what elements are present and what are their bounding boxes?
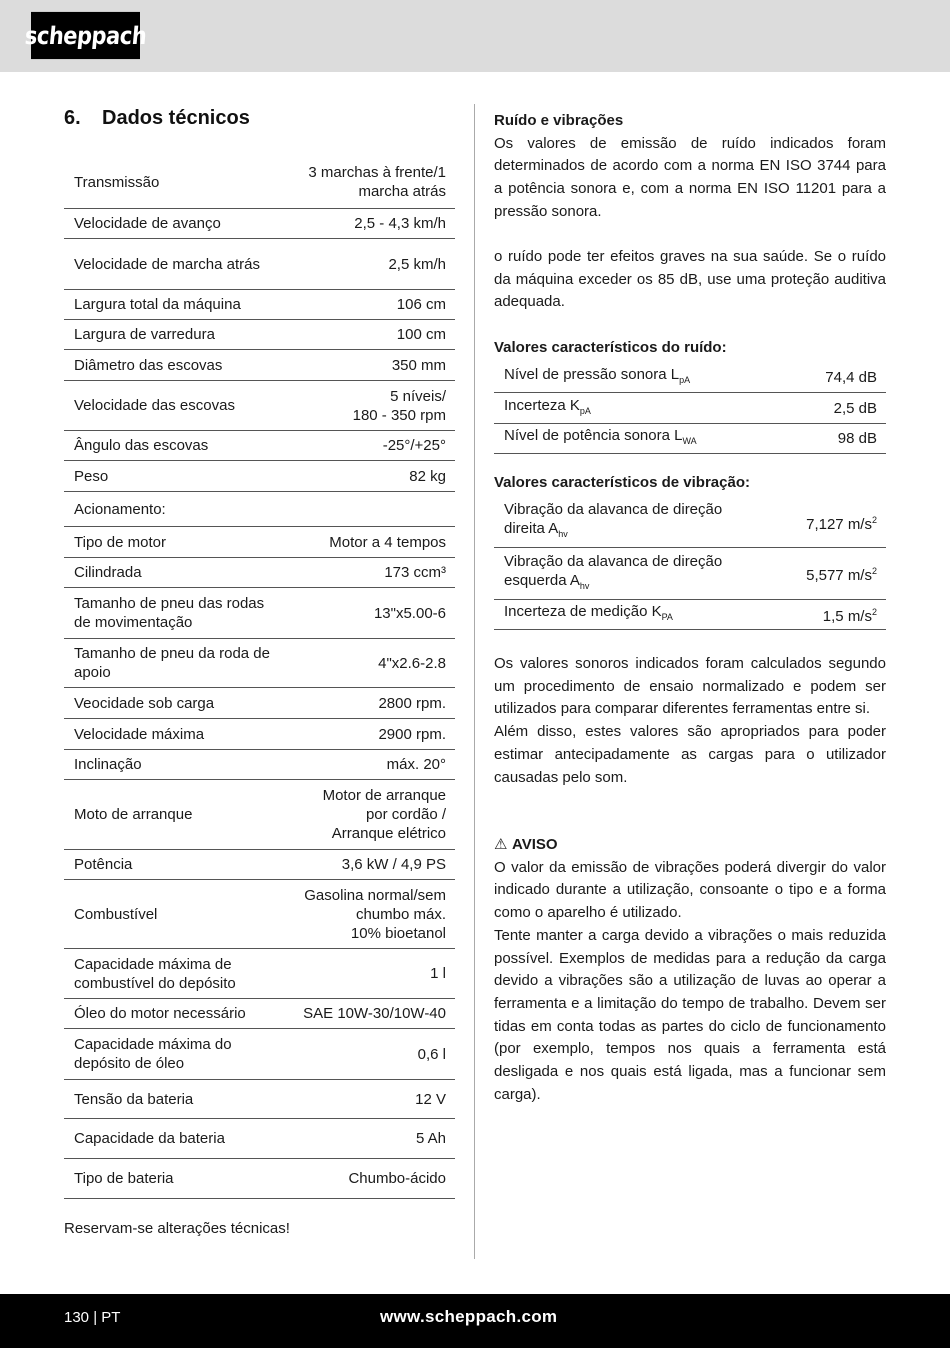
column-divider (474, 104, 475, 1259)
noise-heading: Ruído e vibrações (494, 112, 624, 129)
spec-row (64, 320, 455, 350)
value-amount: 74,4 dB (825, 368, 877, 386)
noise-paragraph-4: Além disso, estes valores são apropriados para poder estimar antecipadamente as cargas para o utilizador causadas pelo som. (494, 723, 886, 786)
spec-row (64, 492, 455, 527)
spec-row (64, 381, 455, 431)
section-title: Dados técnicos (102, 107, 250, 129)
section-heading (64, 107, 250, 130)
spec-row (64, 999, 455, 1029)
spec-label: Tamanho de pneu da roda de apoio (74, 645, 270, 681)
spec-label: Combustível (74, 905, 158, 923)
spec-row (64, 639, 455, 688)
spec-value: 5 Ah (415, 1130, 446, 1147)
value-label: Nível de pressão sonora $L_{pA}$ (504, 365, 691, 385)
spec-row (64, 239, 455, 290)
section-number: 6. (64, 107, 81, 129)
value-row (494, 393, 886, 424)
page-number: 130 | PT (64, 1309, 121, 1326)
spec-row (64, 719, 455, 750)
noise-paragraph-2: o ruído pode ter efeitos graves na sua saúde. Se o ruído da máquina exceder os 85 dB, use uma proteção auditiva adequada. (494, 248, 886, 311)
spec-label: Tamanho de pneu das rodas de movimentação (74, 595, 265, 631)
spec-row (64, 949, 455, 999)
spec-table (64, 156, 455, 1199)
spec-label: Tensão da bateria (74, 1090, 194, 1108)
spec-row (64, 850, 455, 880)
value-label: Incerteza $K_{pA}$ (504, 396, 591, 416)
spec-value: SAE 10W-30/10W-40 (303, 1005, 446, 1022)
scheppach-logo: scheppach (31, 12, 140, 59)
noise-paragraph-1: Os valores de emissão de ruído indicados foram determinados de acordo com a norma EN ISO 3744 para a potência sonora e, com a norma EN ISO 11201 para a pressão sonora. (494, 134, 886, 220)
spec-row (64, 527, 455, 558)
spec-value: 2,5 - 4,3 km/h (354, 215, 446, 232)
spec-value: Chumbo-ácido (348, 1170, 446, 1187)
spec-value: 3 marchas à frente/1 marcha atrás (308, 164, 446, 200)
value-row (494, 497, 886, 548)
spec-label: Cilindrada (74, 564, 142, 581)
value-amount: 5,577 $m/s^2$ (806, 566, 877, 584)
spec-label: Transmissão (74, 173, 160, 191)
value-amount: 1,5 $m/s^2$ (822, 607, 877, 625)
value-label: Incerteza de medição $K_{PA}$ (504, 603, 673, 622)
noise-values-table (494, 362, 886, 454)
vibration-values-heading: Valores característicos de vibração: (494, 474, 750, 491)
spec-row (64, 1159, 455, 1199)
spec-row (64, 1119, 455, 1159)
website-link[interactable]: www.scheppach.com (380, 1307, 558, 1326)
spec-value: 350 mm (391, 356, 446, 374)
sound-values-text (494, 653, 886, 789)
spec-label: Diâmetro das escovas (74, 356, 223, 374)
spec-label: Capacidade máxima do depósito de óleo (74, 1036, 232, 1072)
spec-row (64, 588, 455, 639)
spec-label: Inclinação (74, 756, 142, 773)
spec-label: Acionamento: (74, 500, 166, 518)
spec-value: 2,5 km/h (388, 255, 446, 273)
spec-row (64, 558, 455, 588)
spec-label: Óleo do motor necessário (74, 1005, 246, 1022)
footer-bar (0, 1294, 950, 1348)
spec-value: 1 l (430, 965, 446, 982)
spec-value: 4"x2.6-2.8 (378, 654, 446, 672)
spec-label: Peso (74, 467, 109, 485)
spec-row (64, 209, 455, 239)
value-amount: 98 dB (837, 430, 877, 447)
spec-row (64, 1029, 455, 1080)
header-bar (0, 0, 950, 72)
noise-paragraph-5: O valor da emissão de vibrações poderá divergir do valor indicado durante a utilização, consoante o tipo e a forma como o aparelho é utilizado. (494, 858, 886, 922)
spec-label: Tipo de bateria (74, 1170, 174, 1187)
spec-label: Veocidade sob carga (74, 694, 215, 712)
value-row (494, 424, 886, 454)
spec-row (64, 431, 455, 461)
spec-label: Velocidade das escovas (74, 397, 235, 414)
value-label: Vibração da alavanca de direção esquerda $A_{hv}$ (504, 552, 723, 591)
spec-label: Potência (74, 856, 133, 873)
spec-row (64, 156, 455, 209)
noise-values-heading: Valores característicos do ruído: (494, 339, 727, 356)
spec-value: 106 cm (396, 296, 446, 313)
value-label: Nível de potência sonora $L_{WA}$ (504, 427, 697, 446)
spec-row (64, 461, 455, 492)
spec-row (64, 350, 455, 381)
spec-row (64, 688, 455, 719)
spec-row (64, 1080, 455, 1119)
spec-row (64, 880, 455, 949)
spec-value: máx. 20° (386, 756, 446, 773)
warning-triangle-icon: ⚠ (494, 836, 508, 853)
warning-title: ⚠ AVISO (494, 834, 886, 857)
footnote: Reservam-se alterações técnicas! (64, 1220, 290, 1237)
spec-value: 2800 rpm. (378, 694, 446, 712)
value-label: Vibração da alavanca de direção direita $A_{hv}$ (504, 501, 723, 539)
spec-label: Ângulo das escovas (74, 437, 209, 454)
spec-label: Capacidade da bateria (74, 1130, 225, 1147)
spec-row (64, 780, 455, 850)
value-row (494, 600, 886, 630)
spec-value: 13"x5.00-6 (373, 604, 446, 622)
spec-value: Gasolina normal/sem chumbo máx. 10% bioetanol (304, 886, 446, 942)
warning-block (494, 834, 886, 1106)
spec-label: Capacidade máxima de combustível do depósito (74, 955, 236, 992)
value-amount: 7,127 $m/s^2$ (806, 514, 877, 533)
noise-warning-text (494, 246, 886, 314)
spec-value: 100 cm (396, 326, 446, 343)
spec-value: 2900 rpm. (378, 725, 446, 743)
spec-value: 12 V (415, 1090, 446, 1108)
spec-value: 173 ccm³ (384, 564, 446, 581)
spec-label: Largura de varredura (74, 326, 215, 343)
spec-value: 82 kg (409, 467, 446, 485)
value-row (494, 548, 886, 600)
spec-row (64, 290, 455, 320)
spec-value: -25°/+25° (382, 437, 446, 454)
spec-value: 5 níveis/ 180 - 350 rpm (352, 387, 446, 424)
spec-value: Motor de arranque por cordão / Arranque elétrico (322, 787, 446, 842)
spec-label: Largura total da máquina (74, 296, 241, 313)
noise-intro (494, 110, 886, 224)
spec-row (64, 750, 455, 780)
noise-paragraph-3: Os valores sonoros indicados foram calculados segundo um procedimento de ensaio normalizado e podem ser utilizados para comparar diferentes ferramentas entre si. (494, 655, 886, 718)
spec-label: Velocidade máxima (74, 725, 205, 743)
spec-label: Moto de arranque (74, 806, 193, 823)
spec-label: Velocidade de avanço (74, 215, 221, 232)
noise-paragraph-6: Tente manter a carga devido a vibrações o mais reduzida possível. Exemplos de medidas para a redução da carga devido a vibrações são a utilização de luvas ao operar a ferramenta e a limitação do tempo de trabalho. Devem ser tidas em conta todas as partes do ciclo de funcionamento (por exemplo, tempos nos quais a ferramenta está desligada e nos quais está ligada, mas a funcionar sem carga). (494, 926, 886, 1103)
value-row (494, 362, 886, 393)
spec-label: Velocidade de marcha atrás (74, 255, 260, 273)
spec-value: 3,6 kW / 4,9 PS (341, 856, 446, 873)
noise-values-heading-block (494, 337, 886, 360)
spec-value: Motor a 4 tempos (329, 533, 446, 551)
value-amount: 2,5 dB (833, 399, 877, 417)
vibration-values-table (494, 497, 886, 630)
spec-value: 0,6 l (417, 1045, 446, 1063)
spec-label: Tipo de motor (74, 533, 166, 551)
vibration-heading-block (494, 472, 886, 495)
